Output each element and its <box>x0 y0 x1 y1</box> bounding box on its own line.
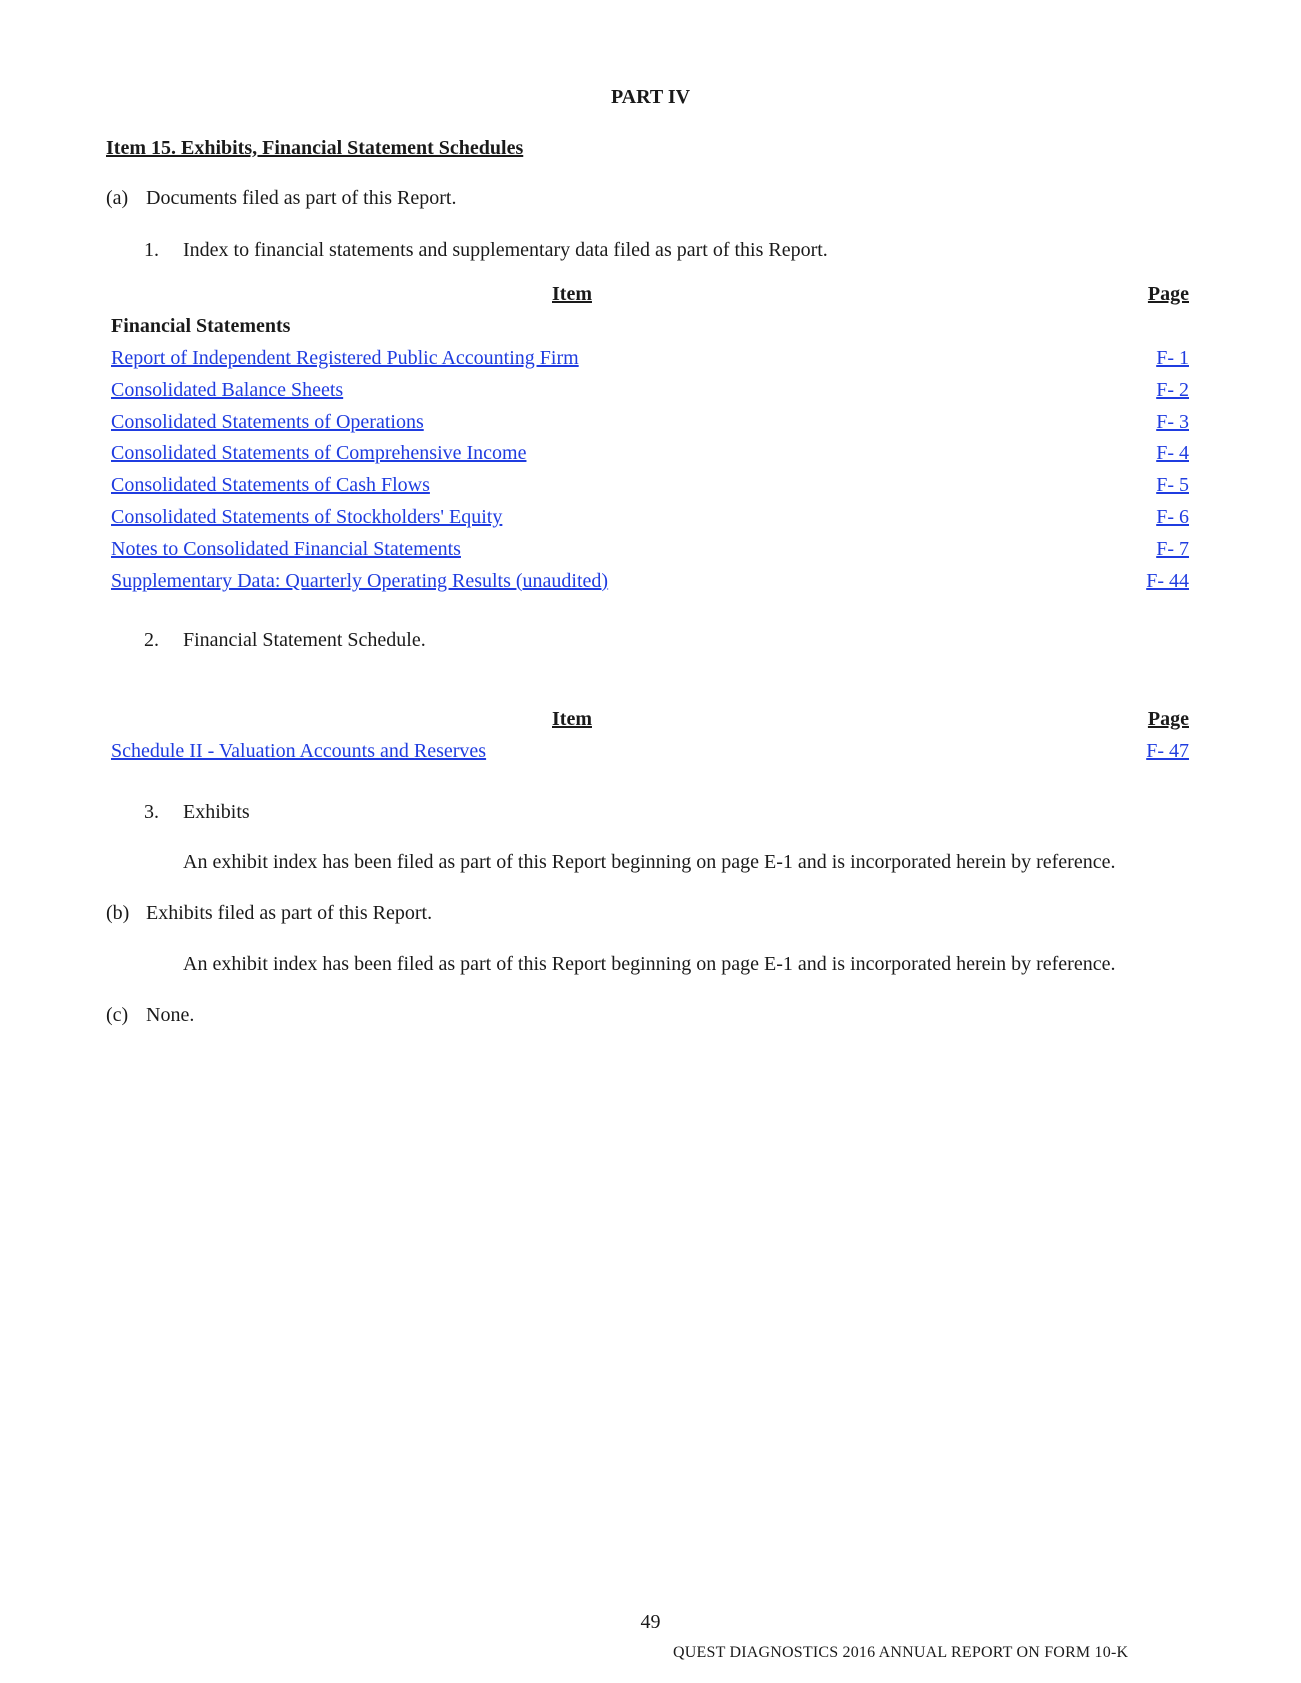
toc-page-link[interactable]: F- 1 <box>1156 347 1189 369</box>
page-number: 49 <box>640 1611 661 1633</box>
section-a-text: Documents filed as part of this Report. <box>146 187 457 209</box>
table-row <box>111 442 1189 470</box>
table-row <box>111 347 1189 375</box>
subsection-3-detail: An exhibit index has been filed as part of this Report beginning on page E-1 and is incorporated herein by reference. <box>183 851 1116 873</box>
section-c-text: None. <box>146 1004 195 1026</box>
toc-link-operations[interactable]: Consolidated Statements of Operations <box>111 411 424 433</box>
section-a-marker: (a) <box>106 187 129 209</box>
toc-link-stockholders-equity[interactable]: Consolidated Statements of Stockholders' Equity <box>111 506 503 528</box>
table1-item-header: Item <box>552 283 592 305</box>
subsection-3-text: Exhibits <box>183 801 250 823</box>
toc-link-notes[interactable]: Notes to Consolidated Financial Statements <box>111 538 461 560</box>
toc-link-schedule-ii[interactable]: Schedule II - Valuation Accounts and Reserves <box>111 740 487 762</box>
section-b-marker: (b) <box>106 902 130 924</box>
toc-link-auditor-report[interactable]: Report of Independent Registered Public Accounting Firm <box>111 347 579 369</box>
toc-page-link[interactable]: F- 5 <box>1156 474 1189 496</box>
part-title: PART IV <box>610 86 691 108</box>
table-row <box>111 506 1189 534</box>
section-b-detail: An exhibit index has been filed as part of this Report beginning on page E-1 and is incorporated herein by reference. <box>183 953 1116 975</box>
toc-page-link[interactable]: F- 7 <box>1156 538 1189 560</box>
table1-page-header: Page <box>1147 283 1189 305</box>
subsection-2-text: Financial Statement Schedule. <box>183 629 426 651</box>
toc-page-link[interactable]: F- 6 <box>1156 506 1189 528</box>
table-row <box>111 474 1189 502</box>
toc-page-link[interactable]: F- 44 <box>1146 570 1189 592</box>
financial-statements-label: Financial Statements <box>111 315 291 337</box>
table-row <box>111 411 1189 439</box>
table-row <box>111 740 1189 768</box>
table-row <box>111 379 1189 407</box>
toc-page-link[interactable]: F- 3 <box>1156 411 1189 433</box>
table-row <box>111 538 1189 566</box>
subsection-1-number: 1. <box>144 239 159 261</box>
section-b-text: Exhibits filed as part of this Report. <box>146 902 433 924</box>
subsection-3 <box>144 801 250 824</box>
subsection-2 <box>144 629 426 652</box>
subsection-1-text: Index to financial statements and supplementary data filed as part of this Report. <box>183 239 828 261</box>
report-footer: QUEST DIAGNOSTICS 2016 ANNUAL REPORT ON FORM 10-K <box>673 1644 1129 1661</box>
table2-item-header: Item <box>552 708 592 730</box>
toc-page-link[interactable]: F- 2 <box>1156 379 1189 401</box>
section-c <box>106 1004 194 1027</box>
subsection-2-number: 2. <box>144 629 159 651</box>
toc-link-cash-flows[interactable]: Consolidated Statements of Cash Flows <box>111 474 430 496</box>
section-c-marker: (c) <box>106 1004 129 1026</box>
subsection-1 <box>144 239 828 262</box>
item-heading: Item 15. Exhibits, Financial Statement Schedules <box>106 137 524 159</box>
toc-page-link[interactable]: F- 47 <box>1146 740 1189 762</box>
toc-link-balance-sheets[interactable]: Consolidated Balance Sheets <box>111 379 344 401</box>
toc-link-supplementary-data[interactable]: Supplementary Data: Quarterly Operating Results (unaudited) <box>111 570 609 592</box>
table2-page-header: Page <box>1147 708 1189 730</box>
subsection-3-number: 3. <box>144 801 159 823</box>
toc-page-link[interactable]: F- 4 <box>1156 442 1189 464</box>
toc-link-comprehensive-income[interactable]: Consolidated Statements of Comprehensive Income <box>111 442 527 464</box>
section-b <box>106 902 432 925</box>
section-a <box>106 187 457 210</box>
table-row <box>111 570 1189 598</box>
